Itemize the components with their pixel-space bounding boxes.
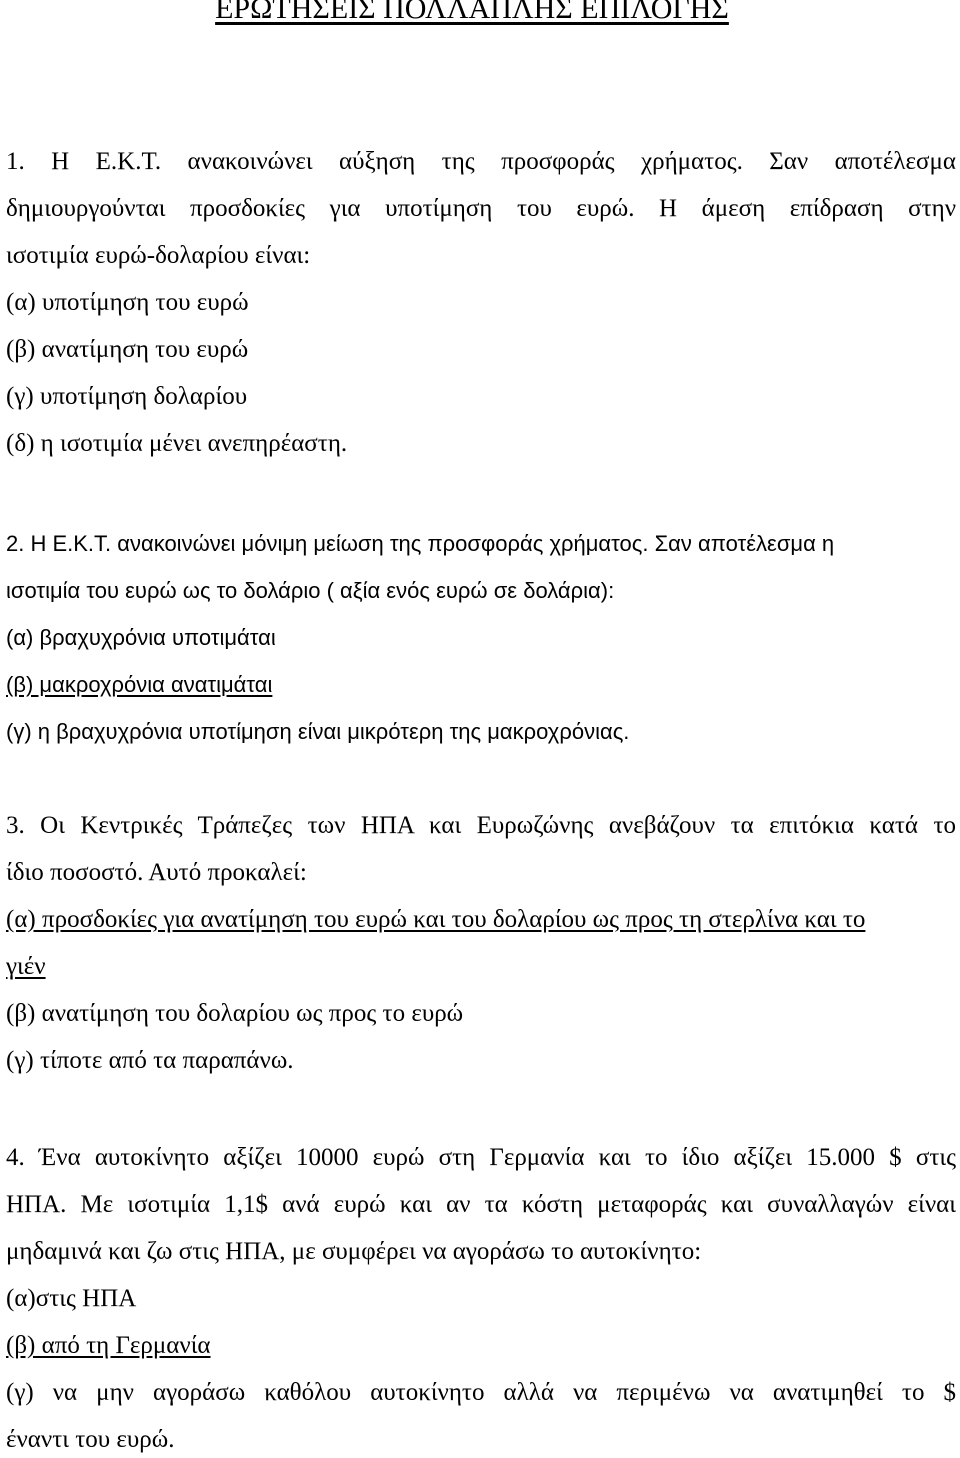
question-2-text-line: 2. Η Ε.Κ.Τ. ανακοινώνει μόνιμη μείωση της προσφοράς χρήματος. Σαν αποτέλεσμα η	[6, 531, 835, 556]
question-2-text-line: ισοτιμία του ευρώ ως το δολάριο ( αξία ενός ευρώ σε δολάρια):	[6, 578, 615, 603]
question-4-text-line: ΗΠΑ. Με ισοτιμία 1,1$ ανά ευρώ και αν τα κόστη μεταφοράς και συναλλαγών είναι	[6, 1191, 956, 1218]
question-3-option-a-answer: (α) προσδοκίες για ανατίμηση του ευρώ και του δολαρίου ως προς τη στερλίνα και το	[6, 906, 866, 933]
question-2-option-b-answer: (β) μακροχρόνια ανατιμάται	[6, 672, 273, 697]
question-3-text-line: ίδιο ποσοστό. Αυτό προκαλεί:	[6, 859, 307, 886]
question-4-option-c: (γ) να μην αγοράσω καθόλου αυτοκίνητο αλλά να περιμένω να ανατιμηθεί το $	[6, 1379, 956, 1406]
question-2-option-a: (α) βραχυχρόνια υποτιμάται	[6, 625, 276, 650]
question-4-option-b-answer: (β) από τη Γερμανία	[6, 1332, 211, 1359]
question-3-option-c: (γ) τίποτε από τα παραπάνω.	[6, 1047, 294, 1074]
question-1-text-line: ισοτιμία ευρώ-δολαρίου είναι:	[6, 242, 311, 269]
question-4-text-line: 4. Ένα αυτοκίνητο αξίζει 10000 ευρώ στη Γερμανία και το ίδιο αξίζει 15.000 $ στις	[6, 1144, 956, 1171]
question-4-option-a: (α)στις ΗΠΑ	[6, 1285, 137, 1312]
question-3-text-line: 3. Οι Κεντρικές Τράπεζες των ΗΠΑ και Ευρωζώνης ανεβάζουν τα επιτόκια κατά το	[6, 812, 956, 839]
page-title: ΕΡΩΤΗΣΕΙΣ ΠΟΛΛΑΠΛΗΣ ΕΠΙΛΟΓΗΣ	[215, 0, 729, 25]
question-1-option-c: (γ) υποτίμηση δολαρίου	[6, 383, 248, 410]
question-3-option-a-answer-continued: γιέν	[6, 953, 46, 980]
question-1-option-a: (α) υποτίμηση του ευρώ	[6, 289, 249, 316]
question-1-option-b: (β) ανατίμηση του ευρώ	[6, 336, 249, 363]
question-1-text-line: δημιουργούνται προσδοκίες για υποτίμηση του ευρώ. Η άμεση επίδραση στην	[6, 195, 956, 222]
question-3-option-b: (β) ανατίμηση του δολαρίου ως προς το ευρώ	[6, 1000, 464, 1027]
question-1-option-d: (δ) η ισοτιμία μένει ανεπηρέαστη.	[6, 430, 348, 457]
question-1-text-line: 1. Η Ε.Κ.Τ. ανακοινώνει αύξηση της προσφοράς χρήματος. Σαν αποτέλεσμα	[6, 148, 956, 175]
question-4-text-line: μηδαμινά και ζω στις ΗΠΑ, με συμφέρει να αγοράσω το αυτοκίνητο:	[6, 1238, 702, 1265]
question-2-option-c: (γ) η βραχυχρόνια υποτίμηση είναι μικρότερη της μακροχρόνιας.	[6, 719, 630, 744]
question-4-option-c-continued: έναντι του ευρώ.	[6, 1426, 175, 1453]
